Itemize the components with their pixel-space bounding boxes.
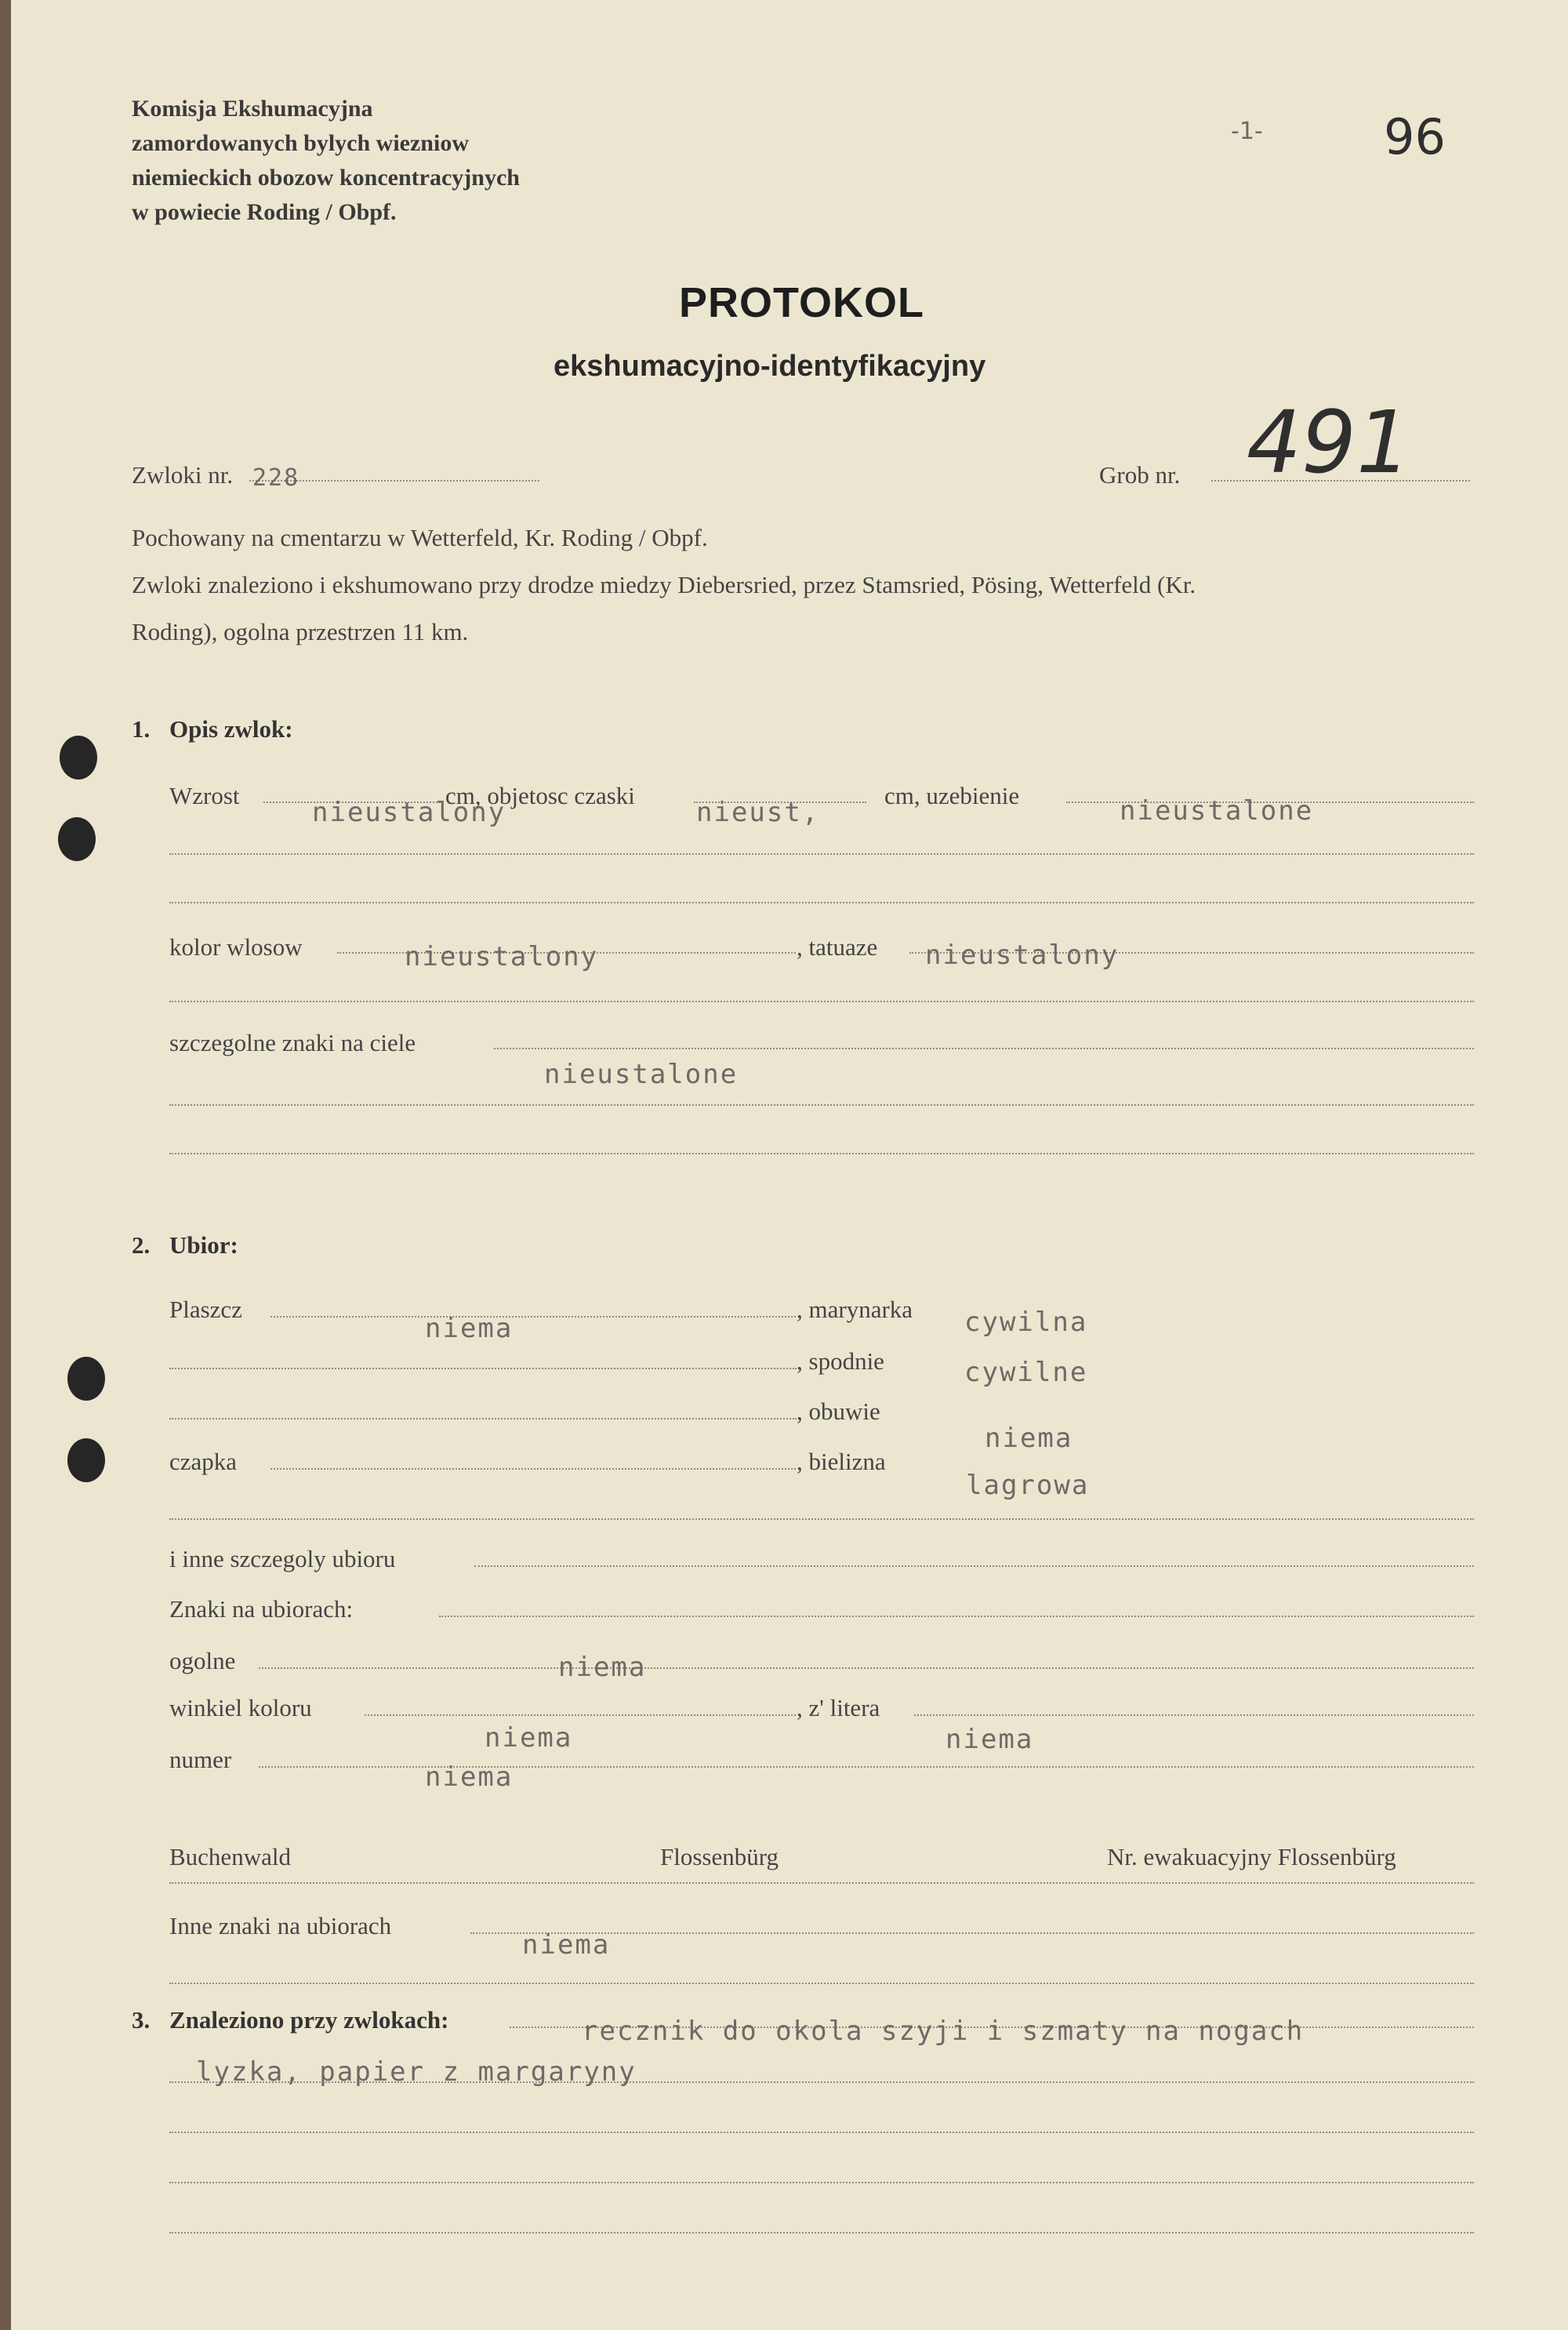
winkiel-label: winkiel koloru: [169, 1694, 312, 1721]
marynarka-label: , marynarka: [797, 1296, 913, 1323]
burial-line: Pochowany na cmentarzu w Wetterfeld, Kr. Roding / Obpf.: [132, 524, 708, 551]
ogolne-value: niema: [558, 1652, 647, 1683]
header-line: Komisja Ekshumacyjna: [132, 96, 373, 122]
znaleziono-value-2: lyzka, papier z margaryny: [196, 2056, 637, 2088]
uzebienie-value: nieustalone: [1120, 795, 1314, 827]
blank-line: [169, 1153, 1474, 1154]
winkiel-dotted-line: [365, 1714, 796, 1716]
blank-line: [169, 1368, 797, 1369]
blank-line: [439, 1616, 1474, 1617]
zwloki-value: 228: [252, 464, 300, 492]
blank-line: [169, 1983, 1474, 1984]
buchenwald-label: Buchenwald: [169, 1843, 291, 1870]
blank-line: [169, 2232, 1474, 2234]
blank-line: [169, 2132, 1474, 2133]
czapka-label: czapka: [169, 1448, 238, 1475]
zwloki-label: Zwloki nr.: [132, 461, 234, 489]
znaki-cialo-label: szczegolne znaki na ciele: [169, 1029, 416, 1056]
tatuaze-value: nieustalony: [925, 940, 1120, 971]
obuwie-label: , obuwie: [797, 1398, 880, 1425]
inne-znaki-value: niema: [522, 1929, 611, 1961]
header-line: zamordowanych bylych wiezniow: [132, 130, 469, 156]
tatuaze-label: , tatuaze: [797, 933, 878, 961]
litera-dotted-line: [914, 1714, 1474, 1716]
czaszka-value: nieust,: [696, 797, 820, 828]
blank-line: [169, 1518, 1474, 1520]
blank-line: [169, 853, 1474, 855]
kolor-value: nieustalony: [405, 941, 599, 972]
bielizna-value: niema: [985, 1423, 1073, 1454]
numer-value: niema: [485, 1722, 573, 1754]
znaleziono-value: recznik do okola szyji i szmaty na nogach: [582, 2016, 1305, 2047]
marynarka-value: cywilna: [964, 1307, 1088, 1338]
znaki-ubiory-label: Znaki na ubiorach:: [169, 1595, 354, 1623]
grob-value: 491: [1247, 392, 1411, 493]
document-title: PROTOKOL: [679, 279, 925, 326]
ewakuacyjny-label: Nr. ewakuacyjny Flossenbürg: [1107, 1843, 1396, 1870]
litera-value: niema: [946, 1724, 1034, 1755]
inne-znaki-label: Inne znaki na ubiorach: [169, 1912, 392, 1939]
znaki-cialo-value: nieustalone: [544, 1059, 739, 1090]
exhumation-line: Zwloki znaleziono i ekshumowano przy drodze miedzy Diebersried, przez Stamsried, Pösing, Wetterfeld (Kr.: [132, 571, 1196, 598]
punch-hole: [58, 817, 96, 861]
wzrost-label: Wzrost: [169, 782, 240, 809]
czaszka-label: cm, objetosc czaski: [445, 782, 635, 809]
punch-hole: [60, 736, 97, 780]
section-1-number: 1.: [132, 715, 151, 743]
kolor-label: kolor wlosow: [169, 933, 303, 961]
section-3-number: 3.: [132, 2006, 151, 2034]
header-line: w powiecie Roding / Obpf.: [132, 199, 397, 225]
blank-line: [169, 1418, 797, 1419]
blank-line: [169, 1001, 1474, 1002]
inne-szczegoly-label: i inne szczegoly ubioru: [169, 1545, 396, 1572]
wzrost-value: nieustalony: [312, 797, 506, 828]
inne-szczegoly-dotted-line: [474, 1565, 1474, 1567]
section-2-number: 2.: [132, 1231, 151, 1259]
punch-hole: [67, 1438, 105, 1482]
binding-edge: [0, 0, 11, 2330]
page-number: 96: [1384, 108, 1446, 165]
blank-line: [169, 1104, 1474, 1106]
section-1-heading: Opis zwlok:: [169, 715, 293, 743]
blank-line: [169, 2182, 1474, 2183]
flossenburg-label: Flossenbürg: [660, 1843, 779, 1870]
punch-hole: [67, 1357, 105, 1401]
spodnie-label: , spodnie: [797, 1347, 884, 1375]
numer-label: numer: [169, 1746, 232, 1773]
section-2-heading: Ubior:: [169, 1231, 238, 1259]
bielizna-value-2: lagrowa: [966, 1470, 1090, 1501]
spodnie-value: cywilne: [964, 1357, 1088, 1388]
plaszcz-value: niema: [425, 1313, 514, 1344]
section-3-heading: Znaleziono przy zwlokach:: [169, 2006, 449, 2034]
blank-line: [169, 902, 1474, 903]
blank-line: [169, 1882, 1474, 1884]
distance-line: Roding), ogolna przestrzen 11 km.: [132, 618, 469, 645]
plaszcz-label: Plaszcz: [169, 1296, 242, 1323]
litera-label: , z' litera: [797, 1694, 880, 1721]
header-line: niemieckich obozow koncentracyjnych: [132, 165, 520, 191]
numer-value-2: niema: [425, 1761, 514, 1793]
czapka-dotted-line: [270, 1468, 796, 1470]
znaki-cialo-dotted-line: [494, 1048, 1474, 1049]
uzebienie-label: cm, uzebienie: [884, 782, 1020, 809]
ogolne-dotted-line: [259, 1667, 1474, 1669]
commission-header: [132, 92, 520, 230]
grob-label: Grob nr.: [1099, 461, 1181, 489]
inne-znaki-dotted-line: [470, 1932, 1474, 1934]
document-subtitle: ekshumacyjno-identyfikacyjny: [554, 350, 986, 383]
plaszcz-dotted-line: [270, 1316, 796, 1318]
bielizna-label: , bielizna: [797, 1448, 886, 1475]
ogolne-label: ogolne: [169, 1647, 236, 1674]
stamp-text: -1-: [1231, 118, 1263, 145]
